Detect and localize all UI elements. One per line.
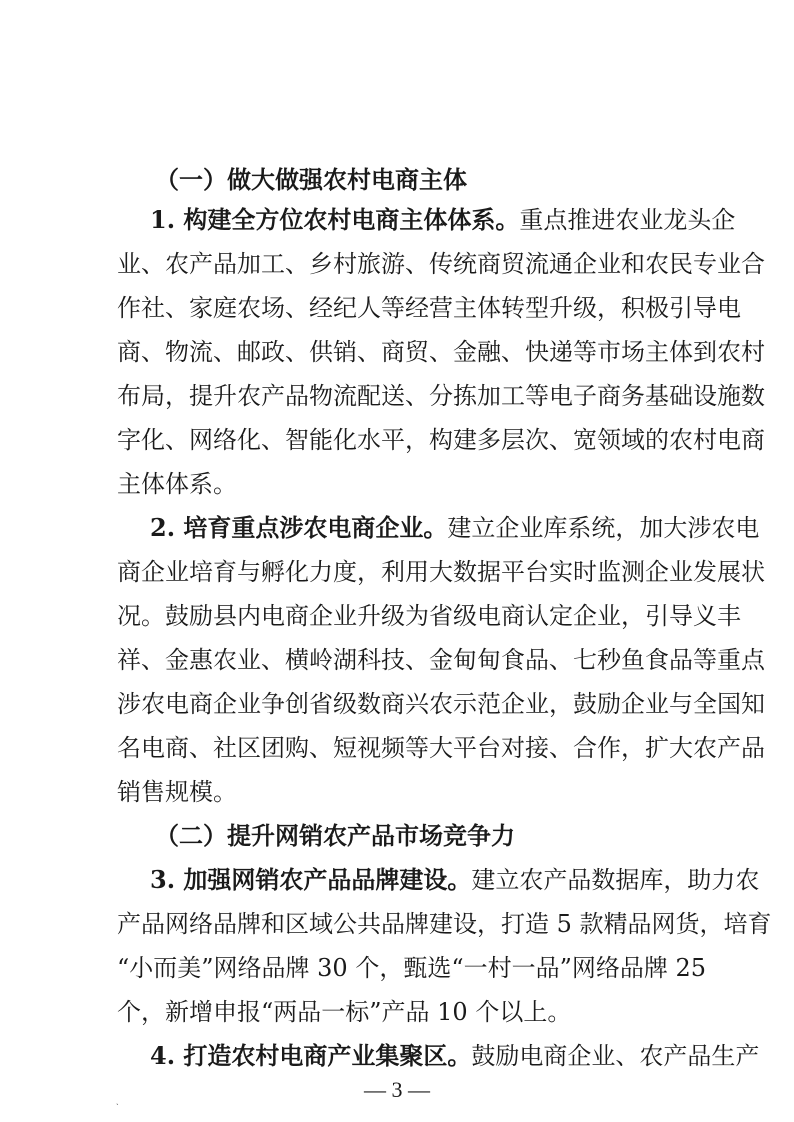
- item-1-title: 1. 构建全方位农村电商主体体系。: [150, 205, 520, 234]
- item-3-title: 3. 加强网销农产品品牌建设。: [150, 865, 472, 894]
- paragraph-3-line-4: 个，新增申报“两品一标”产品 10 个以上。: [117, 998, 572, 1026]
- section-heading-1: （一）做大做强农村电商主体: [155, 165, 467, 194]
- paragraph-2-line-5: 涉农电商企业争创省级数商兴农示范企业，鼓励企业与全国知: [117, 690, 765, 718]
- item-1-text-start: 重点推进农业龙头企: [519, 206, 736, 234]
- paragraph-1-line-2: 业、农产品加工、乡村旅游、传统商贸流通企业和农民专业合: [117, 250, 765, 278]
- item-4-title: 4. 打造农村电商产业集聚区。: [150, 1041, 472, 1070]
- paragraph-1-line-5: 布局，提升农产品物流配送、分拣加工等电子商务基础设施数: [117, 382, 765, 410]
- paragraph-2-line-2: 商企业培育与孵化力度，利用大数据平台实时监测企业发展状: [117, 558, 765, 586]
- paragraph-2-line-7: 销售规模。: [117, 778, 237, 806]
- paragraph-1-line-1: [150, 198, 736, 242]
- paragraph-2-line-4: 祥、金惠农业、横岭湖科技、金甸甸食品、七秒鱼食品等重点: [117, 646, 765, 674]
- stray-mark: ˎ: [116, 1096, 119, 1105]
- paragraph-1-line-3: 作社、家庭农场、经纪人等经营主体转型升级，积极引导电: [117, 294, 741, 322]
- paragraph-2-line-6: 名电商、社区团购、短视频等大平台对接、合作，扩大农产品: [117, 734, 765, 762]
- paragraph-2-line-1: [150, 506, 760, 550]
- item-3-text-start: 建立农产品数据库，助力农: [471, 866, 760, 894]
- item-4-text-start: 鼓励电商企业、农产品生产: [471, 1042, 760, 1070]
- paragraph-1-line-7: 主体体系。: [117, 470, 237, 498]
- paragraph-1-line-6: 字化、网络化、智能化水平，构建多层次、宽领域的农村电商: [117, 426, 765, 454]
- paragraph-3-line-3: “小而美”网络品牌 30 个，甄选“一村一品”网络品牌 25: [117, 954, 707, 982]
- paragraph-3-line-2: 产品网络品牌和区域公共品牌建设，打造 5 款精品网货，培育: [117, 910, 772, 938]
- paragraph-1-line-4: 商、物流、邮政、供销、商贸、金融、快递等市场主体到农村: [117, 338, 765, 366]
- paragraph-3-line-1: [150, 858, 760, 902]
- paragraph-2-line-3: 况。鼓励县内电商企业升级为省级电商认定企业，引导义丰: [117, 602, 741, 630]
- page-number: — 3 —: [364, 1077, 430, 1102]
- item-2-title: 2. 培育重点涉农电商企业。: [150, 513, 448, 542]
- section-heading-2: （二）提升网销农产品市场竞争力: [155, 821, 515, 850]
- item-2-text-start: 建立企业库系统，加大涉农电: [447, 514, 760, 542]
